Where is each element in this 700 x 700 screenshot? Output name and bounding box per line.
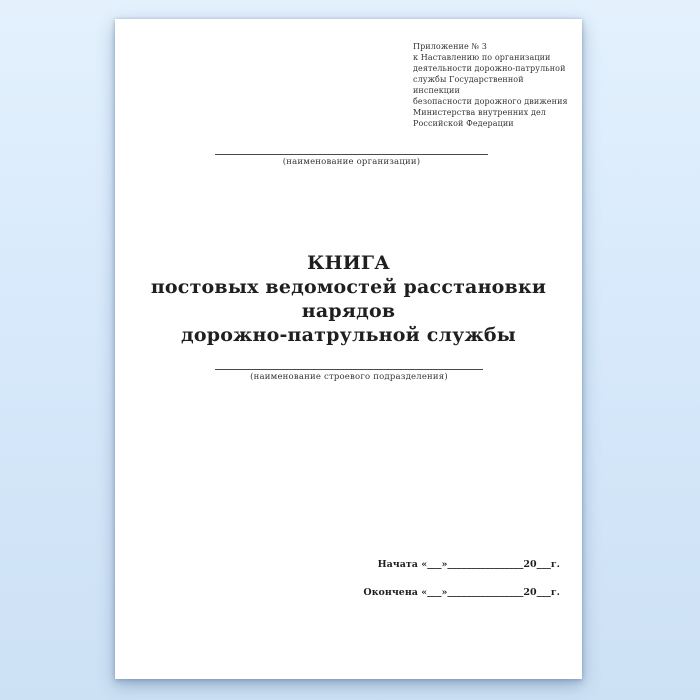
unit-caption: (наименование строевого подразделения) — [250, 372, 448, 382]
finished-date-line: Окончена «___»________________20___г. — [363, 587, 560, 598]
started-date-line: Начата «___»________________20___г. — [377, 559, 560, 570]
appendix-line: безопасности дорожного движения — [413, 97, 568, 106]
organization-name-field — [215, 154, 488, 168]
title-word: КНИГА — [307, 252, 390, 274]
appendix-line: службы Государственной инспекции — [413, 75, 524, 95]
document-title — [115, 251, 582, 347]
appendix-line: к Наставлению по организации — [413, 53, 551, 62]
organization-caption: (наименование организации) — [282, 157, 421, 167]
appendix-reference-block — [413, 41, 573, 129]
title-line: постовых ведомостей расстановки нарядов — [150, 276, 547, 322]
unit-name-field — [215, 369, 483, 383]
appendix-line: Министерства внутренних дел — [413, 108, 546, 117]
appendix-line: деятельности дорожно-патрульной — [413, 64, 566, 73]
title-line: дорожно-патрульной службы — [181, 324, 516, 346]
dates-block — [363, 559, 560, 599]
appendix-line: Российской Федерации — [413, 119, 514, 128]
appendix-line: Приложение № 3 — [413, 42, 487, 51]
document-cover-page — [115, 19, 582, 679]
